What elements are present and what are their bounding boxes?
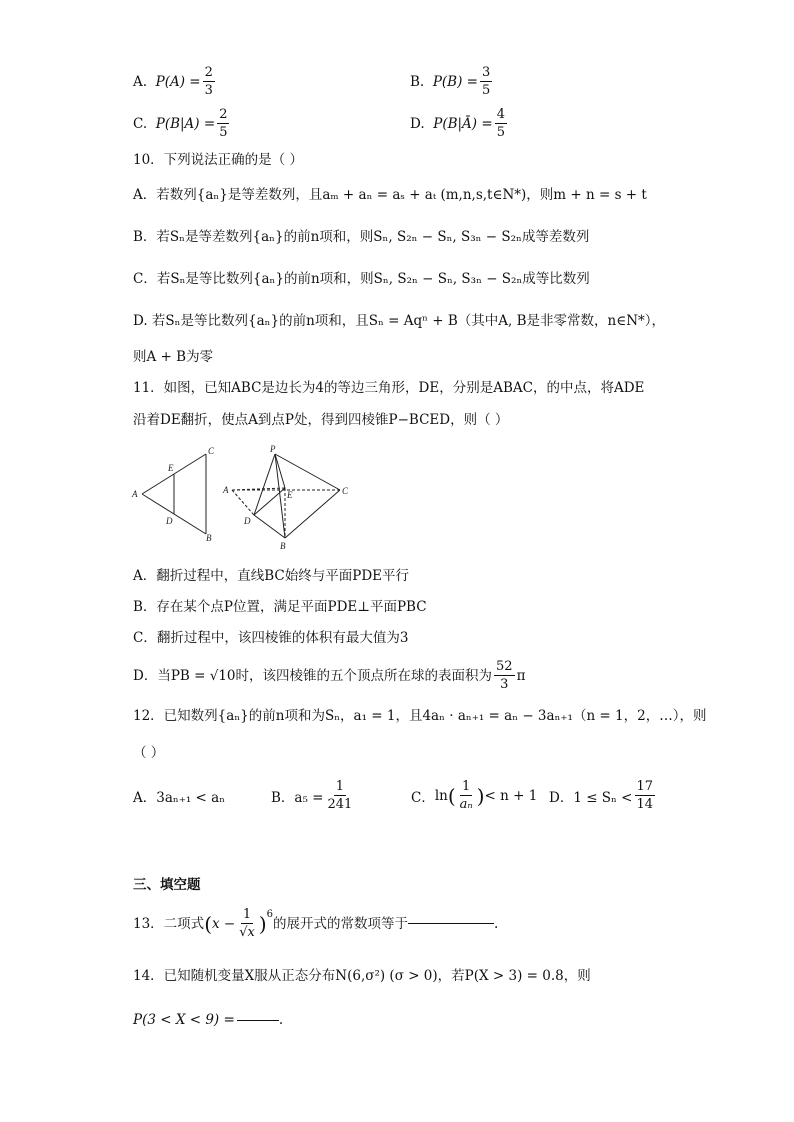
label-a-left: A xyxy=(132,489,138,499)
fraction: $\frac{17}{14}$ xyxy=(636,779,654,812)
label-a-right: A xyxy=(223,485,229,495)
label-b-left: B xyxy=(206,533,212,543)
fraction: $\frac{1}{\text{aₙ}}$ xyxy=(459,779,473,812)
option-text: D．当PB = √10时，该四棱锥的五个顶点所在球的表面积为 xyxy=(133,667,493,684)
q9-option-a[interactable] xyxy=(133,66,410,97)
q10-option-a[interactable]: A．若数列{aₙ}是等差数列，且aₘ + aₙ = aₛ + aₜ (m,n,s,t∈N*)，则m + n = s + t xyxy=(133,187,647,203)
q14-line1: 14．已知随机变量X服从正态分布N(6,σ²) (σ > 0)，若P(X > 3) = 0.8，则 xyxy=(133,968,591,984)
edge-bc xyxy=(285,490,340,538)
q11-option-b[interactable]: B．存在某个点P位置，满足平面PDE⊥平面PBC xyxy=(133,599,427,615)
binomial-term: x − xyxy=(212,915,236,932)
q10-option-d[interactable]: D. 若Sₙ是等比数列{aₙ}的前n项和，且Sₙ = Aqⁿ + B（其中A, B是非零常数，n∈N*）， xyxy=(133,313,666,329)
fraction: $\frac{1}{241}$ xyxy=(327,779,353,812)
fraction: $\frac{52}{3}$ xyxy=(496,659,513,692)
edge-pc xyxy=(275,454,340,490)
q12-paren: （ ） xyxy=(133,745,165,761)
option-text: P(B) = xyxy=(432,73,478,90)
fraction: $\frac{1}{√x}$ xyxy=(239,907,255,940)
q10-stem: 10．下列说法正确的是（ ） xyxy=(133,152,303,168)
q10-option-b[interactable]: B．若Sₙ是等差数列{aₙ}的前n项和，则Sₙ, S₂ₙ − Sₙ, S₃ₙ − S₂ₙ成等差数列 xyxy=(133,229,590,245)
label-c-right: C xyxy=(342,486,349,496)
q12-stem: 12．已知数列{aₙ}的前n项和为Sₙ，a₁ = 1，且4aₙ · aₙ₊₁ = aₙ − 3aₙ₊₁（n = 1，2，…），则 xyxy=(133,708,707,724)
q12-option-d[interactable] xyxy=(549,780,657,811)
option-text: P(B|A) = xyxy=(155,115,216,132)
pi-symbol: π xyxy=(516,667,526,684)
q9-option-b[interactable] xyxy=(410,66,687,97)
q12-option-b[interactable] xyxy=(271,780,411,811)
q11-option-d[interactable] xyxy=(133,660,525,691)
answer-blank[interactable] xyxy=(237,1020,279,1021)
edge-db xyxy=(254,515,285,538)
q12-options-row xyxy=(133,780,693,811)
geometry-figure xyxy=(130,442,370,554)
q12-option-a[interactable] xyxy=(133,786,271,806)
q9-option-d[interactable] xyxy=(410,108,687,139)
option-text: B．a₅ = xyxy=(271,789,324,806)
period: . xyxy=(278,1012,284,1028)
label-c-left: C xyxy=(208,446,215,456)
edge-ad-dashed xyxy=(232,490,254,515)
label-e-right: E xyxy=(287,490,293,500)
option-label: A. xyxy=(133,73,148,90)
option-label: D. xyxy=(410,115,425,132)
q11-option-a[interactable]: A．翻折过程中，直线BC始终与平面PDE平行 xyxy=(133,568,410,584)
option-text: P(B|Ā) = xyxy=(433,115,493,132)
figure-triangle-left xyxy=(142,454,206,534)
q10-option-c[interactable]: C．若Sₙ是等比数列{aₙ}的前n项和，则Sₙ, S₂ₙ − Sₙ, S₃ₙ − S₂ₙ成等比数列 xyxy=(133,271,590,287)
q12-option-c[interactable]: C． ln ( $\frac{1}{\text{aₙ}}$ ) < n + 1 xyxy=(411,779,538,812)
option-label: B. xyxy=(410,73,425,90)
fraction: $\frac{3}{5}$ xyxy=(481,65,491,98)
option-text: A．3aₙ₊₁ < aₙ xyxy=(133,789,226,806)
q9-options-row2 xyxy=(133,108,693,139)
q13-suffix: 的展开式的常数项等于 xyxy=(273,915,409,932)
q13-prefix: 13．二项式 xyxy=(133,915,205,932)
option-text: < n + 1 xyxy=(484,787,538,804)
exponent: 6 xyxy=(266,909,274,920)
section-heading-fill-in: 三、填空题 xyxy=(133,877,201,893)
answer-blank[interactable] xyxy=(408,923,494,924)
label-e-left: E xyxy=(168,463,174,473)
fraction: $\frac{4}{5}$ xyxy=(496,107,505,140)
option-text: P(A) = xyxy=(155,73,201,90)
q11-option-c[interactable]: C．翻折过程中，该四棱锥的体积有最大值为3 xyxy=(133,630,409,646)
q9-options-row1 xyxy=(133,66,693,97)
q10-option-d-cont: 则A + B为零 xyxy=(133,349,214,365)
q9-option-c[interactable] xyxy=(133,108,410,139)
option-label: C. xyxy=(133,115,148,132)
q13-line: 13．二项式 ( x − $\frac{1}{√x}$ ) $^6$ 的展开式的常数项等于 . xyxy=(133,907,499,940)
q11-stem-line1: 11．如图，已知ABC是边长为4的等边三角形，DE，分别是ABAC，的中点，将ADE xyxy=(133,380,645,396)
q14-probability: P(3 < X < 9) = xyxy=(133,1012,235,1028)
option-label: C． xyxy=(411,789,435,806)
fraction: $\frac{2}{3}$ xyxy=(204,65,213,98)
option-text: D．1 ≤ Sₙ < xyxy=(549,789,633,806)
ln-function: ln xyxy=(434,787,448,804)
label-b-right: B xyxy=(280,541,286,551)
label-d-right: D xyxy=(244,516,251,526)
fraction: $\frac{2}{5}$ xyxy=(219,107,228,140)
q11-stem-line2: 沿着DE翻折，使点A到点P处，得到四棱锥P−BCED，则（ ） xyxy=(133,412,509,428)
period: . xyxy=(494,915,499,932)
label-d-left: D xyxy=(166,516,173,526)
label-p: P xyxy=(270,444,276,454)
q14-line2 xyxy=(133,1010,283,1030)
